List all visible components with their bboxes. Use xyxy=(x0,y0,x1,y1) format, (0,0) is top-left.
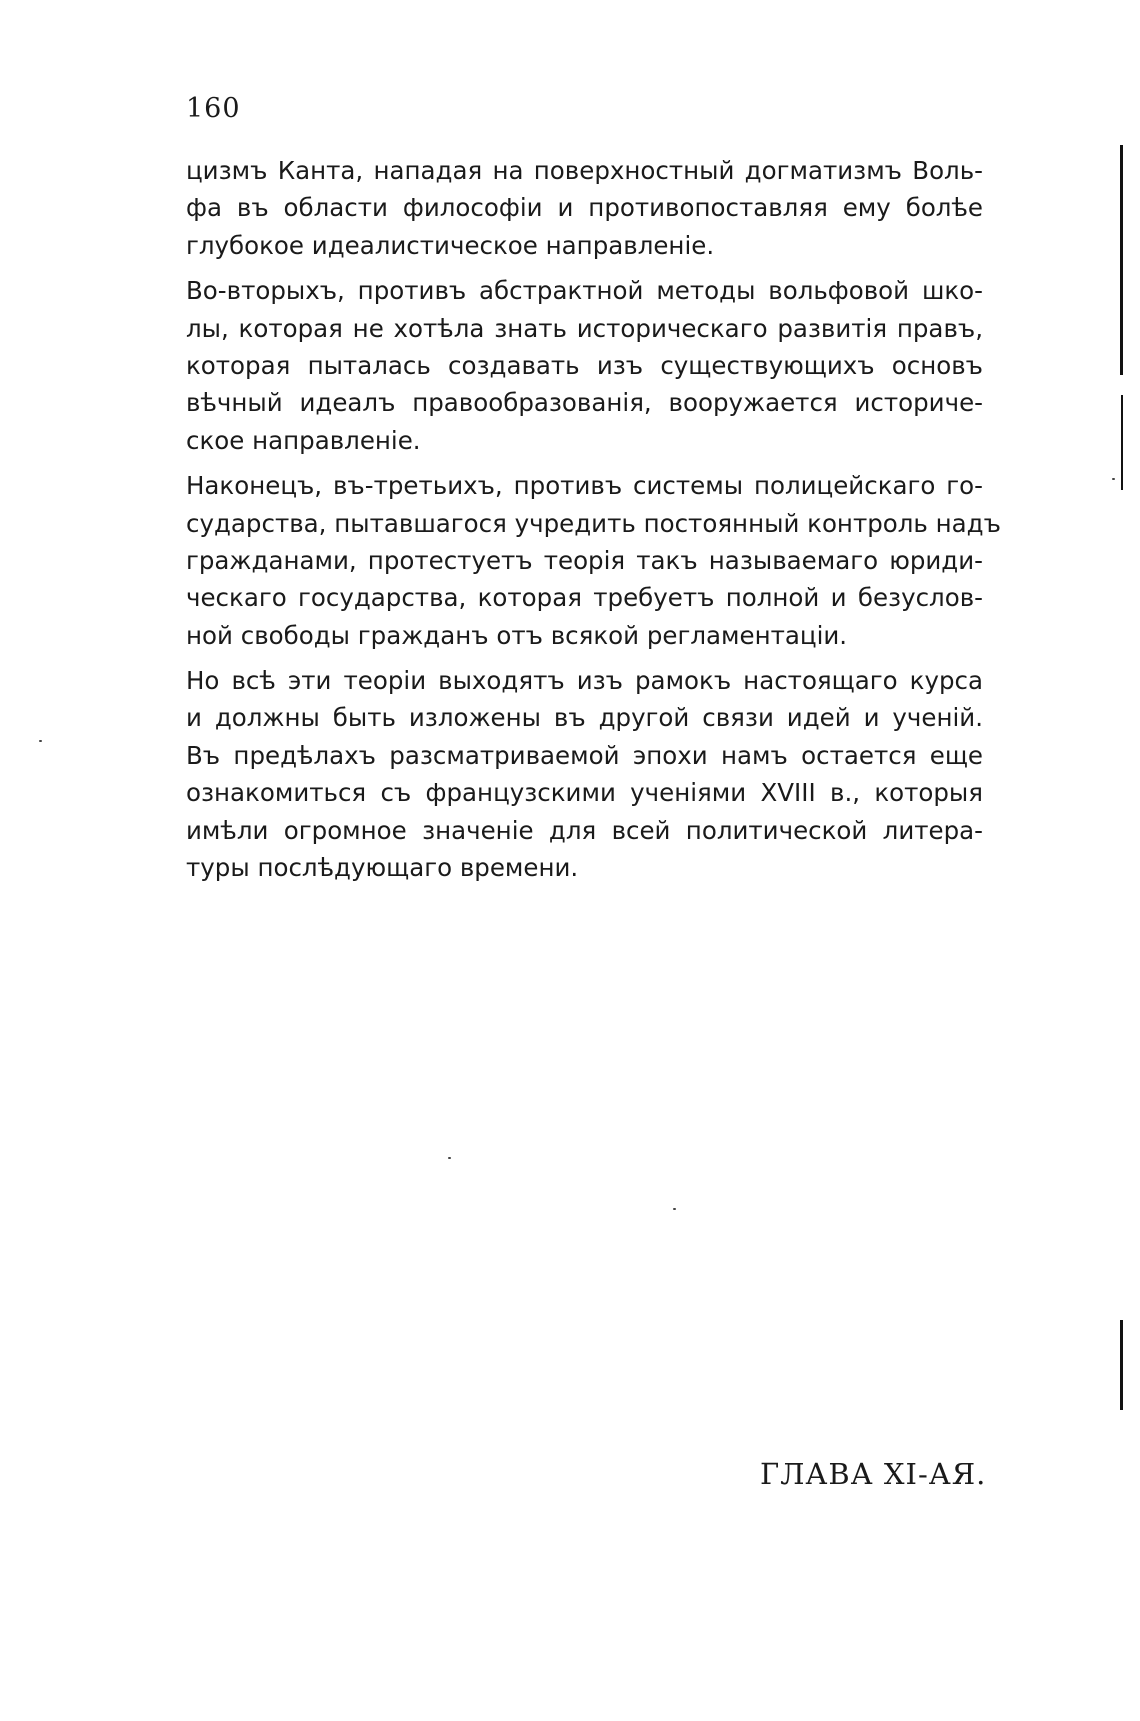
text-line: которая пыталась создавать изъ существующихъ основъ xyxy=(186,350,983,380)
paragraph-4 xyxy=(186,662,983,886)
text-line: ское направленіе. xyxy=(186,425,421,455)
text-line: цизмъ Канта, нападая на поверхностный догматизмъ Воль- xyxy=(186,156,983,185)
text-line: Но всѣ эти теоріи выходятъ изъ рамокъ настоящаго курса xyxy=(186,666,983,696)
paragraph-1 xyxy=(186,152,983,264)
scan-speck xyxy=(448,1157,451,1159)
text-line: Въ предѣлахъ разсматриваемой эпохи намъ остается еще xyxy=(186,740,983,770)
text-line: имѣли огромное значеніе для всей политической литера- xyxy=(186,815,983,845)
text-line: Наконецъ, въ-третьихъ, противъ системы полицейскаго го- xyxy=(186,471,983,501)
text-line: ческаго государства, которая требуетъ полной и безуслов- xyxy=(186,583,983,613)
text-line: фа въ области философіи и противопоставляя ему болѣе xyxy=(186,193,983,223)
text-line: туры послѣдующаго времени. xyxy=(186,853,579,883)
body-text xyxy=(186,152,1001,894)
scan-edge-mark xyxy=(1120,145,1123,375)
text-line: ной свободы гражданъ отъ всякой регламентаціи. xyxy=(186,620,848,650)
text-line: вѣчный идеалъ правообразованія, вооружается историче- xyxy=(186,388,983,418)
paragraph-2 xyxy=(186,272,983,459)
scan-speck xyxy=(673,1208,676,1210)
text-line: сударства, пытавшагося учредить постоянный контроль надъ xyxy=(186,508,1001,538)
text-line: глубокое идеалистическое направленіе. xyxy=(186,230,715,260)
scan-speck xyxy=(39,740,42,742)
scan-edge-mark xyxy=(1120,1320,1123,1410)
text-line: ознакомиться съ французскими ученіями XVIII в., которыя xyxy=(186,778,983,808)
scan-speck xyxy=(1112,478,1115,480)
text-line: гражданами, протестуетъ теорія такъ называемаго юриди- xyxy=(186,545,983,575)
scan-edge-mark xyxy=(1121,395,1123,490)
page-number: 160 xyxy=(186,93,241,124)
paragraph-3 xyxy=(186,467,1001,654)
text-line: и должны быть изложены въ другой связи идей и ученій. xyxy=(186,703,983,733)
text-line: Во-вторыхъ, противъ абстрактной методы вольфовой шко- xyxy=(186,276,983,306)
chapter-heading: ГЛАВА XI-АЯ. xyxy=(760,1457,987,1491)
text-line: лы, которая не хотѣла знать историческаго развитія правъ, xyxy=(186,313,983,343)
